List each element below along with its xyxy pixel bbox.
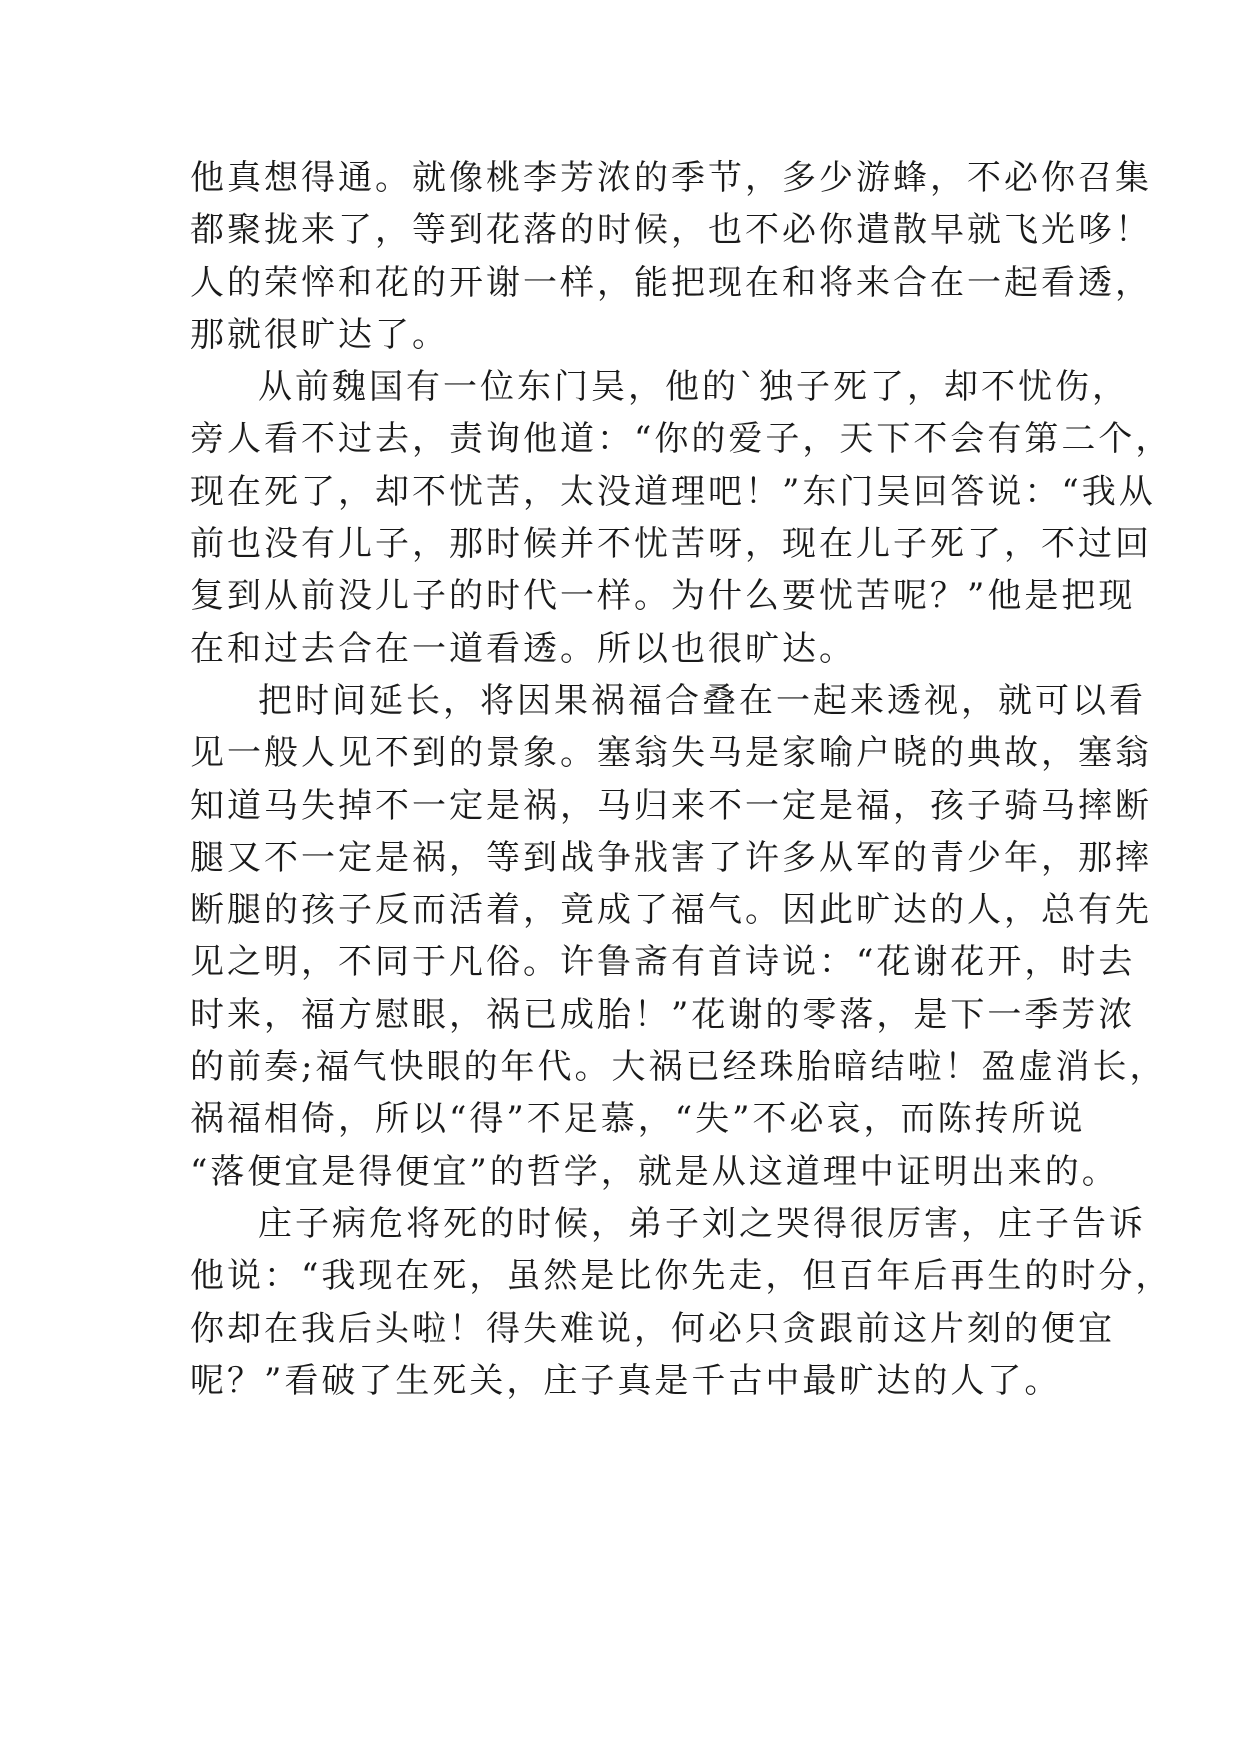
text-line: 在和过去合在一道看透。所以也很旷达。 [190, 628, 856, 669]
text-line: 祸福相倚，所以“得”不足慕，“失”不必哀，而陈抟所说 [190, 1099, 1086, 1140]
text-line: 你却在我后头啦！得失难说，何必只贪跟前这片刻的便宜 [190, 1308, 1115, 1349]
text-line: 旁人看不过去，责询他道：“你的爱子，天下不会有第二个， [190, 419, 1173, 460]
paragraph-start-line: 把时间延长，将因果祸福合叠在一起来透视，就可以看 [258, 680, 1146, 721]
text-line: 他说：“我现在死，虽然是比你先走，但百年后再生的时分， [190, 1256, 1173, 1297]
text-line: 他真想得通。就像桃李芳浓的季节，多少游蜂，不必你召集 [190, 158, 1152, 198]
text-line: 现在死了，却不忧苦，太没道理吧！”东门吴回答说：“我从 [190, 471, 1156, 512]
paragraph-start-line: 从前魏国有一位东门吴，他的`独子死了，却不忧伤， [258, 367, 1129, 408]
text-line: 前也没有儿子，那时候并不忧苦呀，现在儿子死了，不过回 [190, 524, 1152, 565]
text-line: 都聚拢来了，等到花落的时候，也不必你遣散早就飞光哆！ [190, 210, 1152, 251]
text-line: 的前奏;福气快眼的年代。大祸已经珠胎暗结啦！盈虚消长， [190, 1047, 1167, 1088]
text-line: 那就很旷达了。 [190, 314, 449, 355]
text-line: “落便宜是得便宜”的哲学，就是从这道理中证明出来的。 [190, 1151, 1119, 1192]
paragraph-start-line: 庄子病危将死的时候，弟子刘之哭得很厉害，庄子告诉 [258, 1203, 1146, 1244]
text-line: 腿又不一定是祸，等到战争戕害了许多从军的青少年，那摔 [190, 837, 1152, 878]
text-line: 断腿的孩子反而活着，竟成了福气。因此旷达的人，总有先 [190, 890, 1152, 931]
text-line: 复到从前没儿子的时代一样。为什么要忧苦呢？”他是把现 [190, 576, 1136, 617]
text-line: 见之明，不同于凡俗。许鲁斋有首诗说：“花谢花开，时去 [190, 942, 1136, 983]
text-line: 见一般人见不到的景象。塞翁失马是家喻户晓的典故，塞翁 [190, 733, 1152, 774]
text-line: 时来，福方慰眼，祸已成胎！”花谢的零落，是下一季芳浓 [190, 994, 1136, 1035]
body-text [190, 152, 1173, 1407]
text-line: 人的荣悴和花的开谢一样，能把现在和将来合在一起看透， [190, 262, 1152, 303]
text-line: 呢？”看破了生死关，庄子真是千古中最旷达的人了。 [190, 1360, 1062, 1401]
text-line: 知道马失掉不一定是祸，马归来不一定是福，孩子骑马摔断 [190, 785, 1152, 826]
